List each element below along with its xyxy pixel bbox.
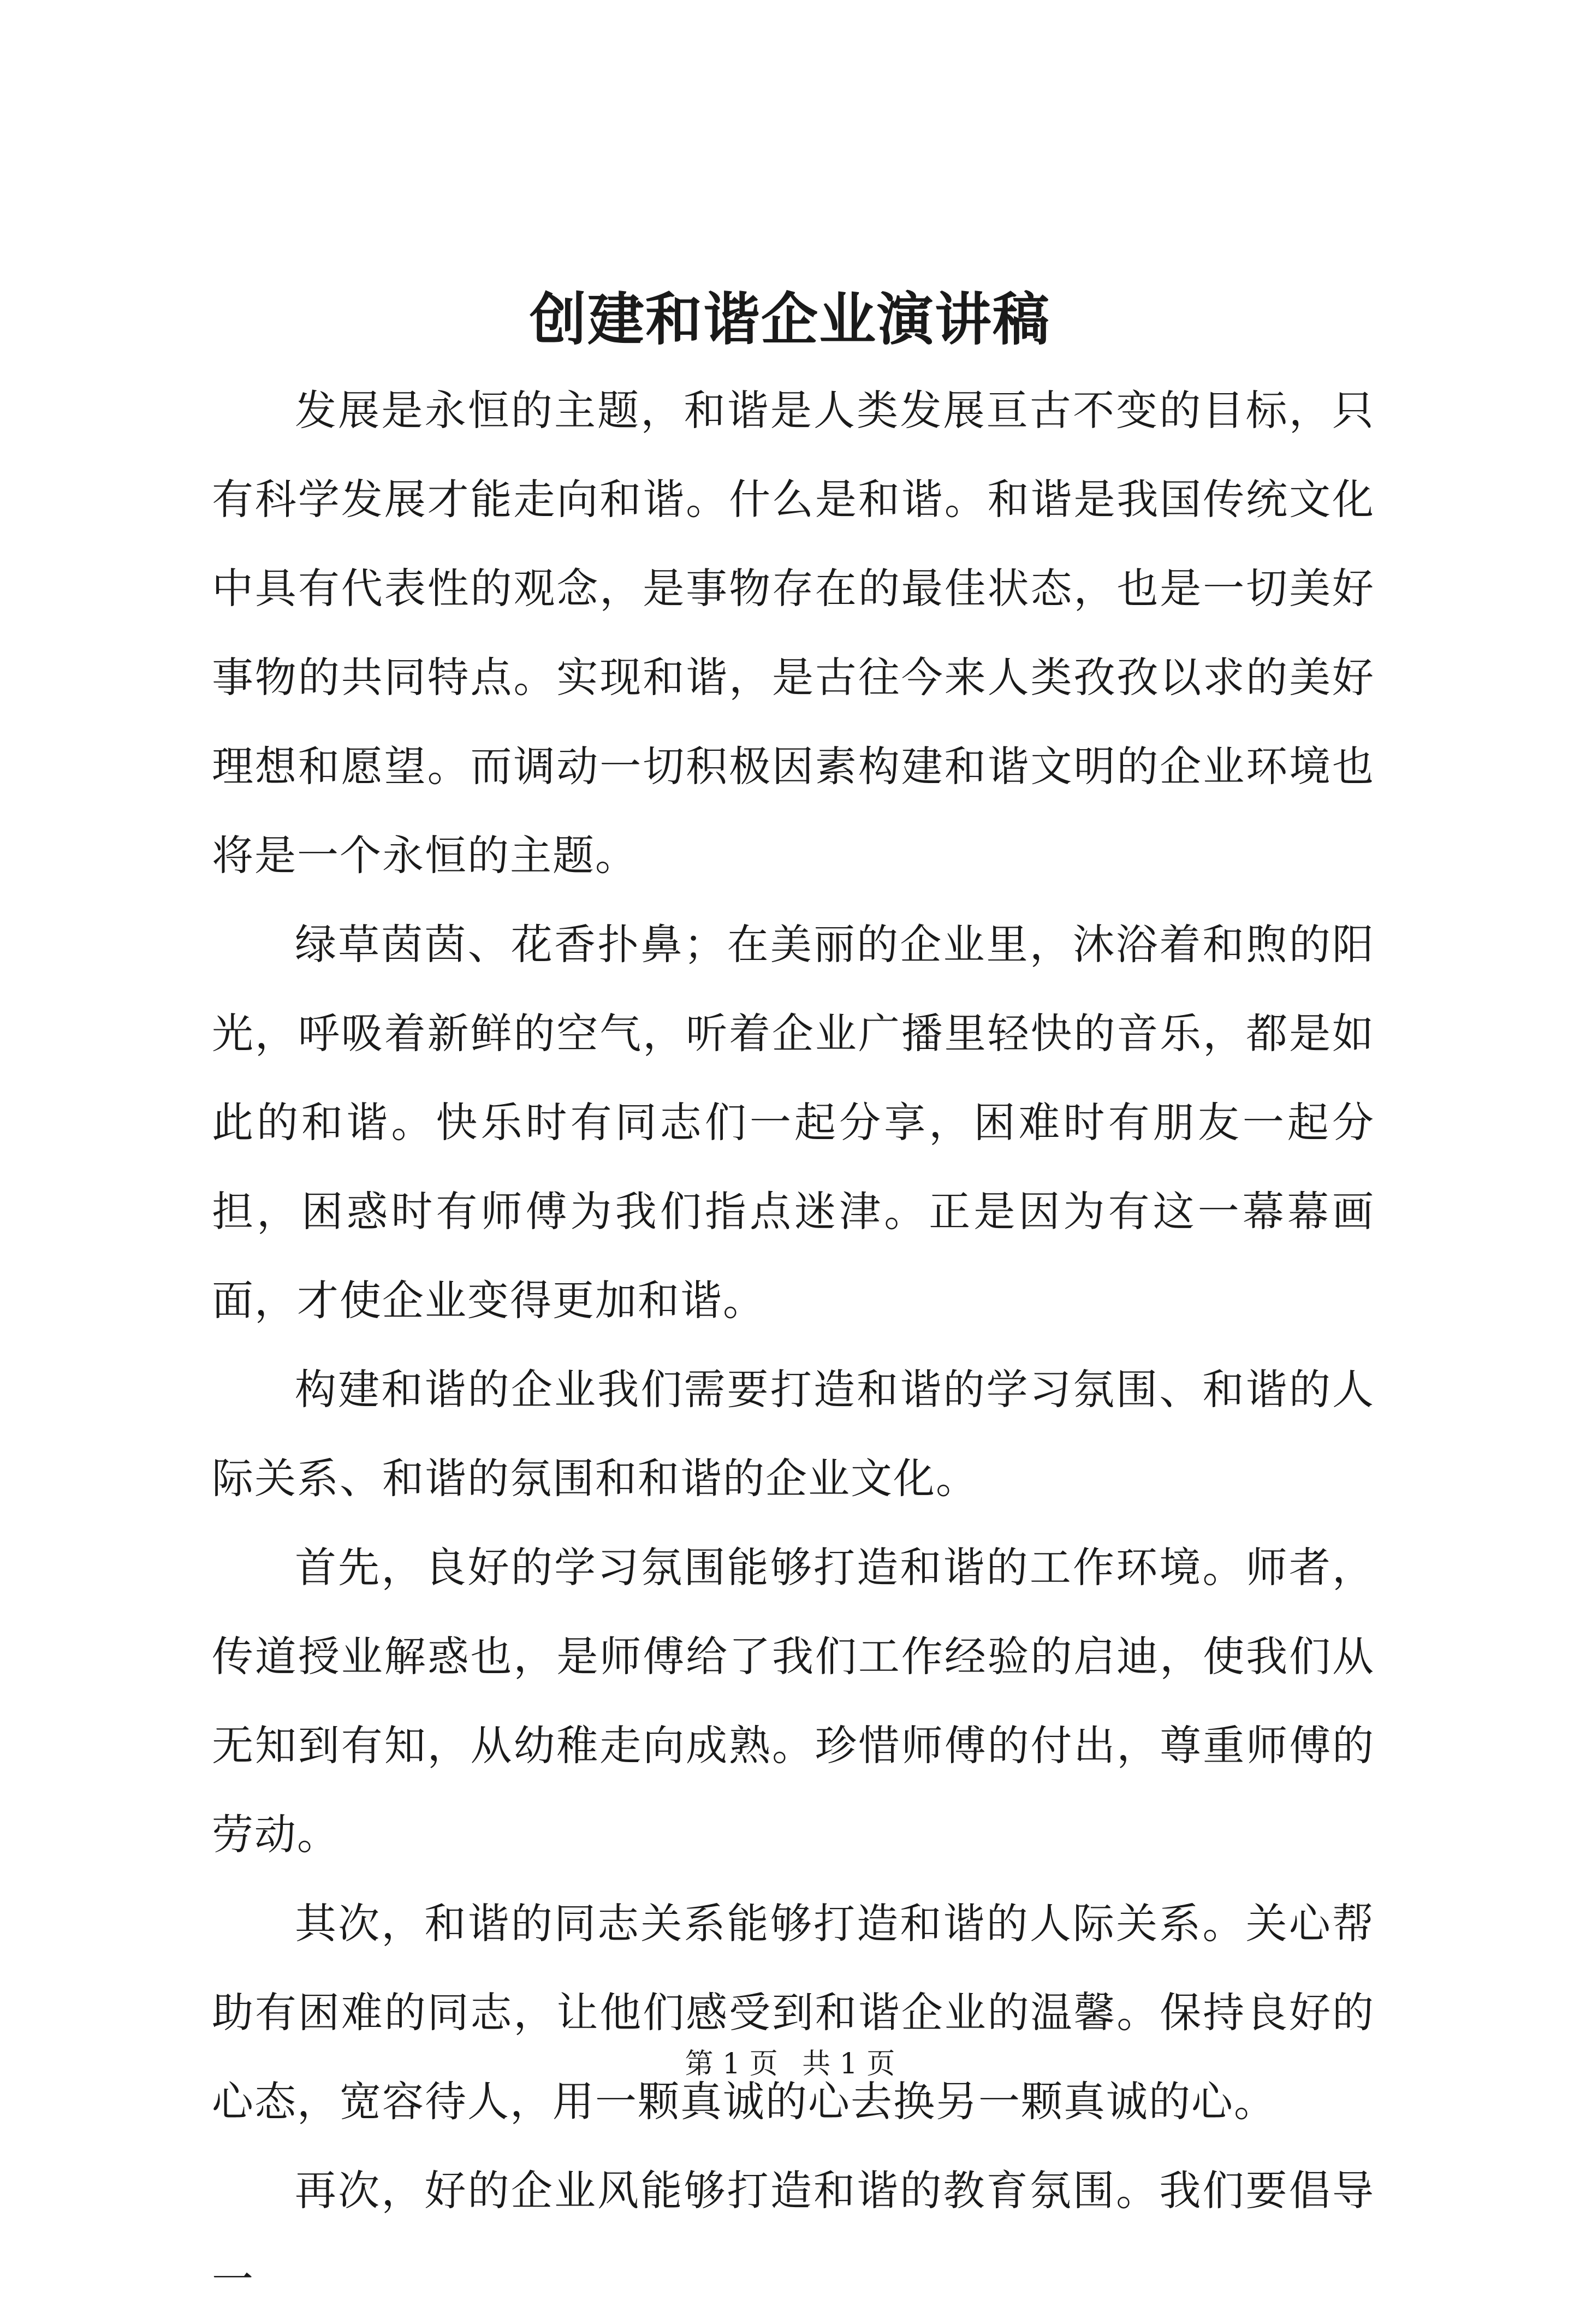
paragraph: 首先，良好的学习氛围能够打造和谐的工作环境。师者，传道授业解惑也，是师傅给了我们工作经验的启迪，使我们从无知到有知，从幼稚走向成熟。珍惜师傅的付出，尊重师傅的劳动。 xyxy=(212,1543,1375,1859)
page-number-total: 共 1 页 xyxy=(802,2048,895,2080)
page-footer xyxy=(0,2042,1580,2086)
paragraph: 构建和谐的企业我们需要打造和谐的学习氛围、和谐的人际关系、和谐的氛围和和谐的企业文化。 xyxy=(212,1365,1375,1503)
paragraph: 绿草茵茵、花香扑鼻；在美丽的企业里，沐浴着和煦的阳光，呼吸着新鲜的空气，听着企业广播里轻快的音乐，都是如此的和谐。快乐时有同志们一起分享，困难时有朋友一起分担，困惑时有师傅为我们指点迷津。正是因为有这一幕幕画面，才使企业变得更加和谐。 xyxy=(212,920,1375,1325)
paragraph: 发展是永恒的主题，和谐是人类发展亘古不变的目标，只有科学发展才能走向和谐。什么是和谐。和谐是我国传统文化中具有代表性的观念，是事物存在的最佳状态，也是一切美好事物的共同特点。实现和谐，是古往今来人类孜孜以求的美好理想和愿望。而调动一切积极因素构建和谐文明的企业环境也将是一个永恒的主题。 xyxy=(212,386,1375,880)
document-title: 创建和谐企业演讲稿 xyxy=(529,286,1050,353)
paragraph: 再次，好的企业风能够打造和谐的教育氛围。我们要倡导一 xyxy=(212,2166,1375,2304)
paragraph: 其次，和谐的同志关系能够打造和谐的人际关系。关心帮助有困难的同志，让他们感受到和谐企业的温馨。保持良好的心态，宽容待人，用一颗真诚的心去换另一颗真诚的心。 xyxy=(212,1899,1375,2126)
page-number-current: 第 1 页 xyxy=(685,2048,778,2080)
document-body xyxy=(212,366,1375,2324)
